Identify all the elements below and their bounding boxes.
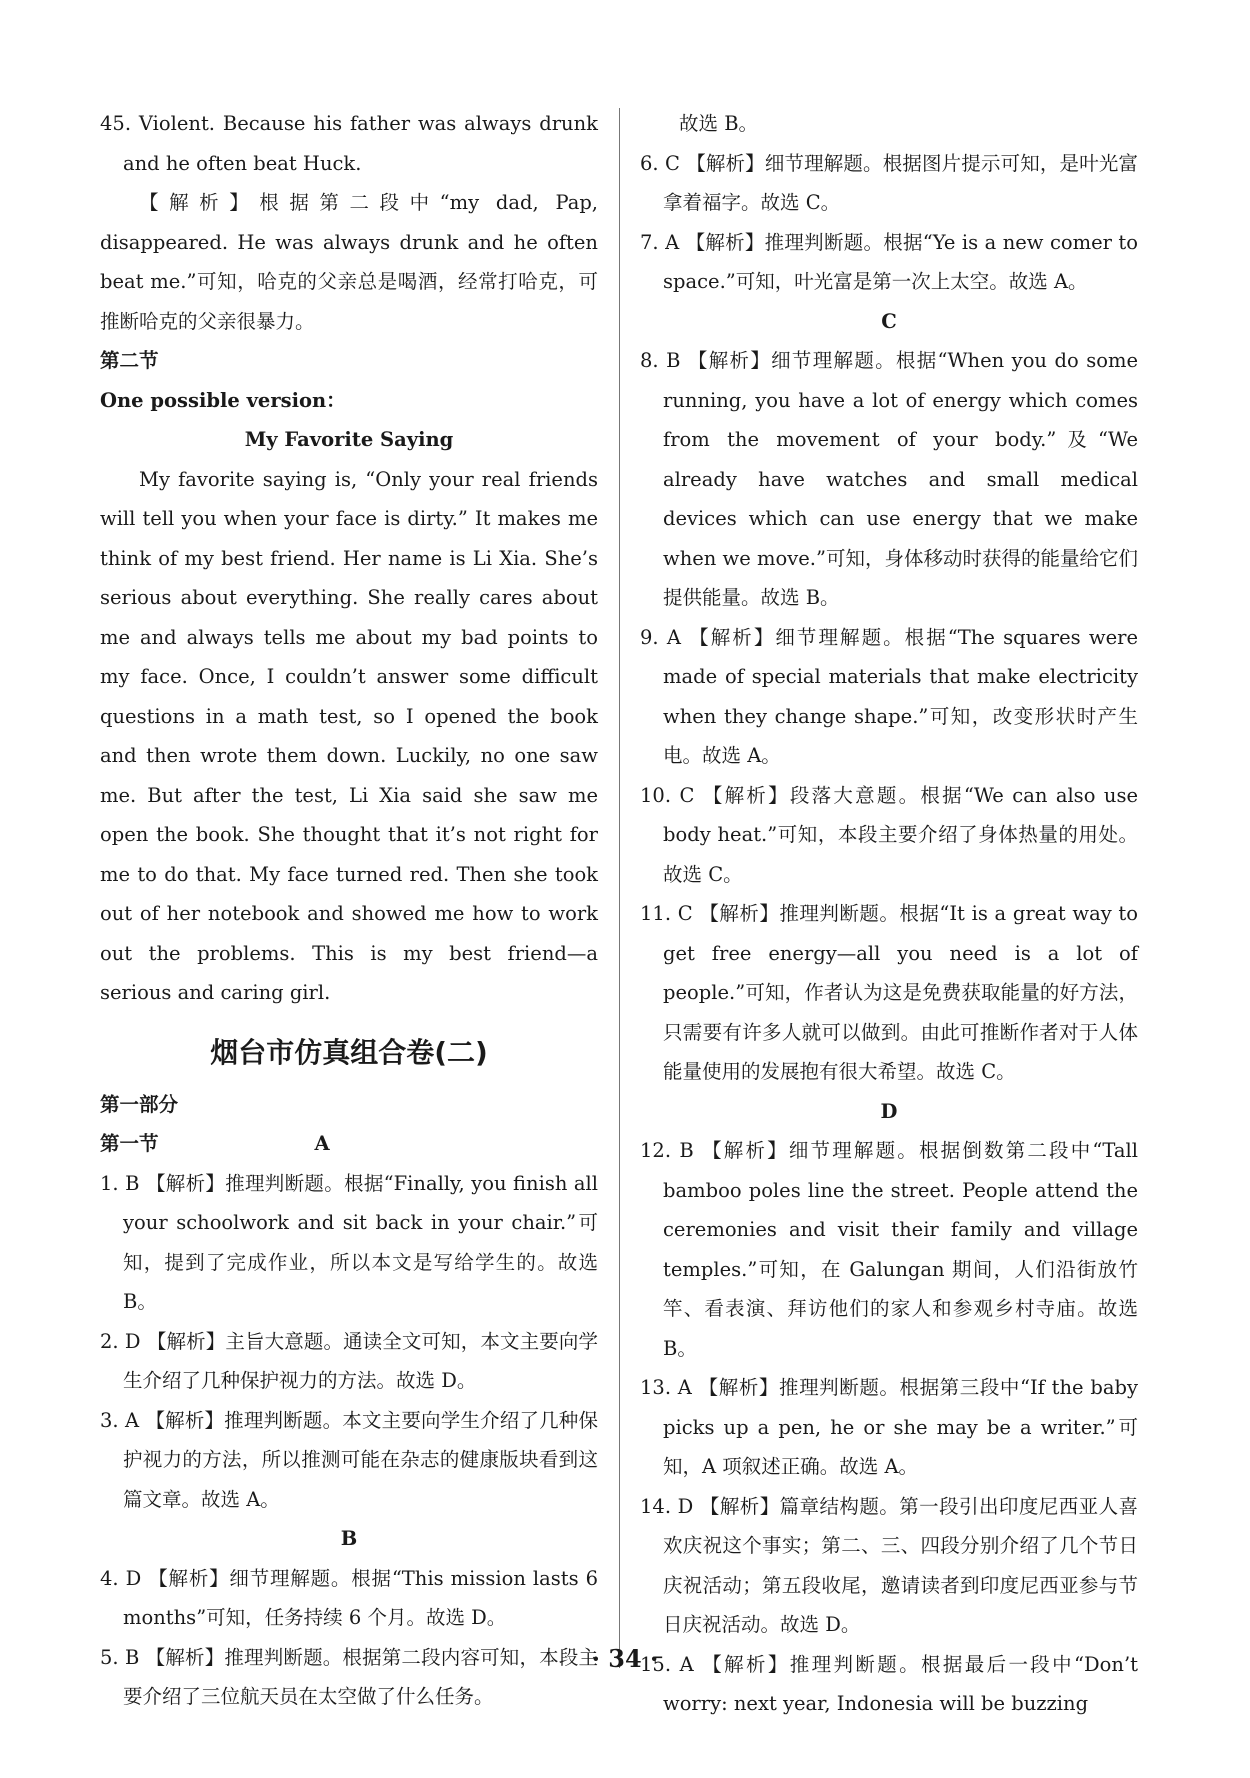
- text-paragraph: 1. B 【解析】推理判断题。根据“Finally, you finish all your schoolwork and sit back in your chair.”可知，提到了完成作业，所以本文是写给学生的。故选 B。: [100, 1171, 598, 1313]
- text-paragraph: D: [880, 1099, 898, 1123]
- right-column: [640, 104, 1138, 1724]
- text-paragraph: 12. B 【解析】细节理解题。根据倒数第二段中“Tall bamboo poles line the street. People attend the ceremonies and visit their family and village temples.”可知，在 Galungan 期间，人们沿街放竹竿、看表演、拜访他们的家人和参观乡村寺庙。故选 B。: [640, 1139, 1138, 1360]
- text-paragraph: 【解析】根据第二段中“my dad, Pap, disappeared. He was always drunk and he often beat me.”可知，哈克的父亲总是喝酒，经常打哈克，可推断哈克的父亲很暴力。: [100, 191, 598, 333]
- text-paragraph: 9. A 【解析】细节理解题。根据“The squares were made of special materials that make electricity when they change shape.”可知，改变形状时产生电。故选 A。: [640, 625, 1138, 767]
- text-paragraph: My favorite saying is, “Only your real friends will tell you when your face is dirty.” It makes me think of my best friend. Her name is Li Xia. She’s serious about everything. She really cares about me and always tells me about my bad points to my face. Once, I couldn’t answer some difficult questions in a math test, so I opened the book and then wrote them down. Luckily, no one saw me. But after the test, Li Xia said she saw me open the book. She thought that it’s not right for me to do that. My face turned red. Then she took out of her notebook and showed me how to work out the problems. This is my best friend—a serious and caring girl.: [100, 467, 598, 1004]
- text-paragraph: 45. Violent. Because his father was always drunk and he often beat Huck.: [100, 112, 598, 175]
- left-column: [100, 104, 598, 1717]
- column-divider: [619, 108, 620, 1668]
- page-number: · 34 ·: [591, 1644, 659, 1673]
- text-paragraph: 6. C 【解析】细节理解题。根据图片提示可知，是叶光富拿着福字。故选 C。: [640, 151, 1138, 214]
- text-paragraph: 第一部分: [100, 1092, 179, 1116]
- text-paragraph: 3. A 【解析】推理判断题。本文主要向学生介绍了几种保护视力的方法，所以推测可能在杂志的健康版块看到这篇文章。故选 A。: [100, 1408, 598, 1511]
- text-paragraph: 8. B 【解析】细节理解题。根据“When you do some running, you have a lot of energy which comes from the movement of your body.”及“We already have watches and small medical devices which can use energy that we make when we move.”可知，身体移动时获得的能量给它们提供能量。故选 B。: [640, 349, 1138, 609]
- text-paragraph: B: [340, 1527, 358, 1550]
- text-paragraph: 11. C 【解析】推理判断题。根据“It is a great way to get free energy—all you need is a lot of people.”可知，作者认为这是免费获取能量的好方法，只需要有许多人就可以做到。由此可推断作者对于人体能量使用的发展抱有很大希望。故选 C。: [640, 902, 1138, 1083]
- text-paragraph: 13. A 【解析】推理判断题。根据第三段中“If the baby picks up a pen, he or she may be a writer.”可知，A 项叙述正确。故选 A。: [640, 1376, 1138, 1478]
- text-paragraph: 第一节 A: [100, 1132, 330, 1155]
- text-paragraph: C: [881, 309, 897, 333]
- text-paragraph: 14. D 【解析】篇章结构题。第一段引出印度尼西亚人喜欢庆祝这个事实；第二、三、四段分别介绍了几个节日庆祝活动；第五段收尾，邀请读者到印度尼西亚参与节日庆祝活动。故选 D。: [640, 1494, 1138, 1636]
- section-title: 烟台市仿真组合卷(二): [210, 1035, 488, 1069]
- text-paragraph: 15. A 【解析】推理判断题。根据最后一段中“Don’t worry: next year, Indonesia will be buzzing: [640, 1652, 1138, 1715]
- text-paragraph: 第二节: [100, 349, 159, 372]
- text-paragraph: 5. B 【解析】推理判断题。根据第二段内容可知，本段主要介绍了三位航天员在太空做了什么任务。: [100, 1645, 598, 1708]
- text-paragraph: 10. C 【解析】段落大意题。根据“We can also use body heat.”可知，本段主要介绍了身体热量的用处。故选 C。: [640, 783, 1138, 886]
- text-paragraph: My Favorite Saying: [244, 428, 454, 451]
- text-paragraph: One possible version：: [100, 388, 346, 412]
- text-paragraph: 7. A 【解析】推理判断题。根据“Ye is a new comer to space.”可知，叶光富是第一次上太空。故选 A。: [640, 230, 1138, 293]
- text-paragraph: 2. D 【解析】主旨大意题。通读全文可知，本文主要向学生介绍了几种保护视力的方法。故选 D。: [100, 1329, 598, 1392]
- text-paragraph: 4. D 【解析】细节理解题。根据“This mission lasts 6 months”可知，任务持续 6 个月。故选 D。: [100, 1566, 598, 1629]
- text-paragraph: 故选 B。: [679, 112, 759, 135]
